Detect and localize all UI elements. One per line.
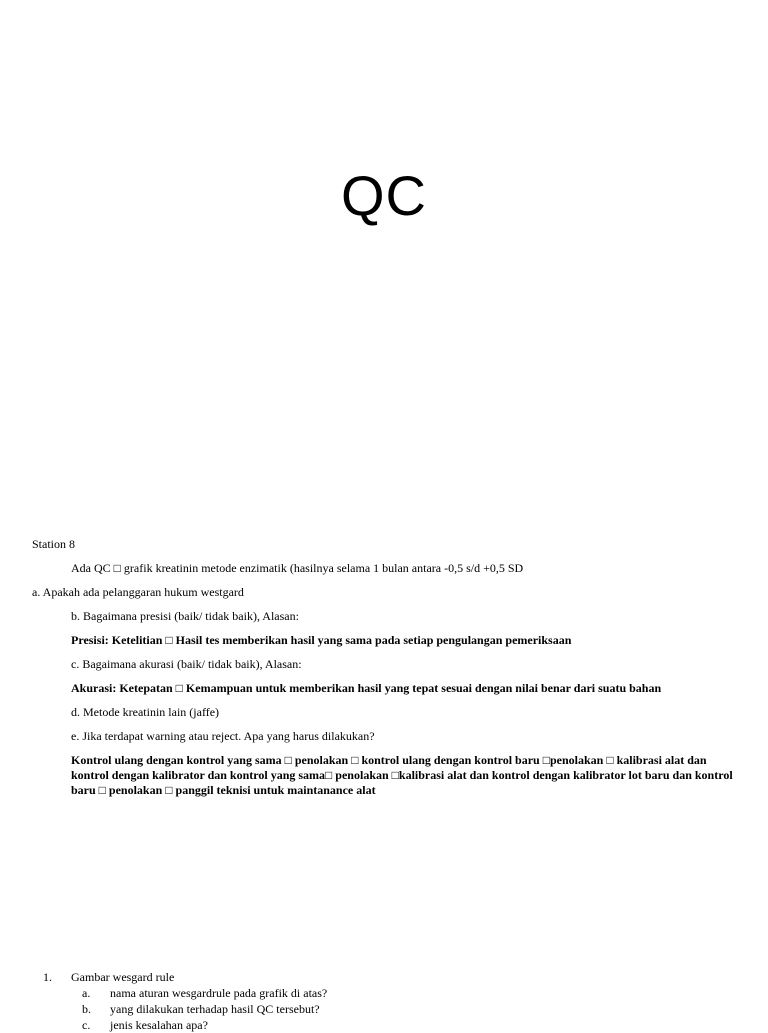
answer-e-line: baru □ penolakan □ panggil teknisi untuk maintanance alat	[71, 783, 376, 797]
intro-text: Ada QC □ grafik kreatinin metode enzimatik (hasilnya selama 1 bulan antara -0,5 s/d +0,5 SD	[71, 561, 524, 575]
answer-e-line: Kontrol ulang dengan kontrol yang sama □ penolakan □ kontrol ulang dengan kontrol baru □penolakan □ kalibrasi alat dan	[71, 753, 707, 767]
list-item-title: Gambar wesgard rule	[71, 970, 175, 984]
list-number: 1.	[43, 970, 52, 984]
answer-e	[71, 753, 733, 798]
station-label: Station 8	[32, 537, 76, 551]
sub-item-label: c.	[82, 1018, 91, 1032]
answer-c: Akurasi: Ketepatan □ Kemampuan untuk memberikan hasil yang tepat sesuai dengan nilai benar dari suatu bahan	[71, 681, 662, 695]
question-b: b. Bagaimana presisi (baik/ tidak baik), Alasan:	[71, 609, 299, 623]
answer-b: Presisi: Ketelitian □ Hasil tes memberikan hasil yang sama pada setiap pengulangan pemeriksaan	[71, 633, 572, 647]
sub-item-label: b.	[82, 1002, 91, 1016]
sub-item-text: jenis kesalahan apa?	[110, 1018, 208, 1032]
answer-e-line: kontrol dengan kalibrator dan kontrol yang sama□ penolakan □kalibrasi alat dan kontrol dengan kalibrator lot baru dan kontrol	[71, 768, 733, 782]
page-title: QC	[341, 164, 427, 227]
sub-item-text: nama aturan wesgardrule pada grafik di atas?	[110, 986, 328, 1000]
sub-item-text: yang dilakukan terhadap hasil QC tersebut?	[110, 1002, 320, 1016]
sub-item-label: a.	[82, 986, 91, 1000]
question-a: a. Apakah ada pelanggaran hukum westgard	[32, 585, 244, 599]
question-c: c. Bagaimana akurasi (baik/ tidak baik), Alasan:	[71, 657, 302, 671]
question-d: d. Metode kreatinin lain (jaffe)	[71, 705, 220, 719]
question-e: e. Jika terdapat warning atau reject. Apa yang harus dilakukan?	[71, 729, 375, 743]
